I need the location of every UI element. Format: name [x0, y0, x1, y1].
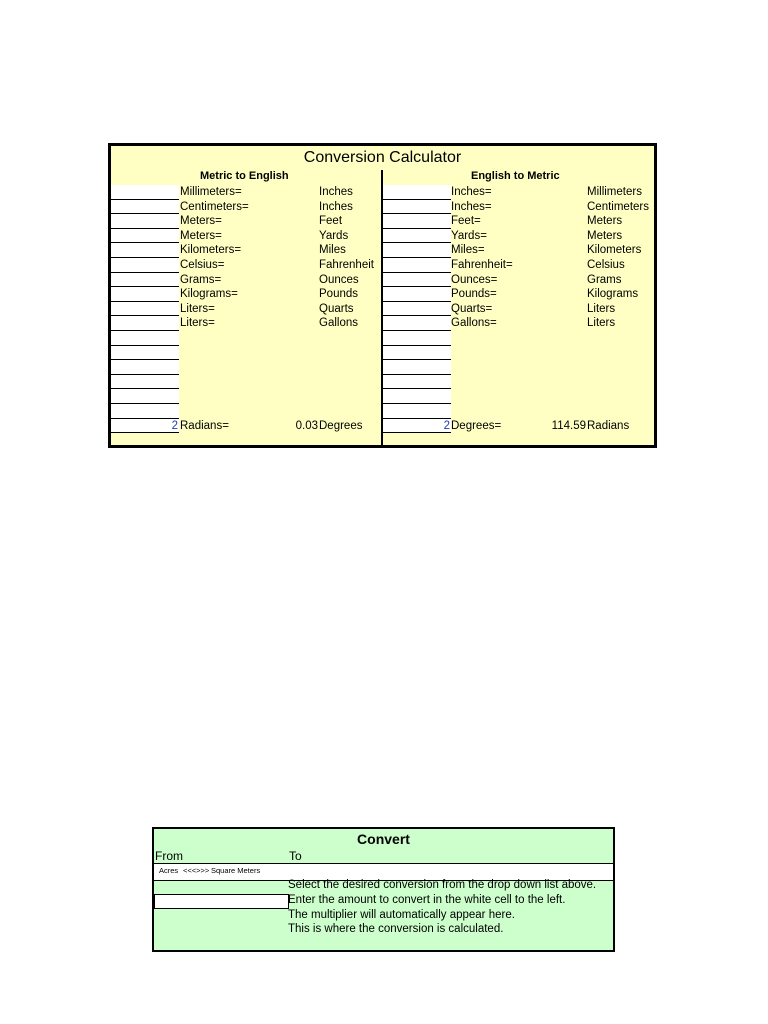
input-cell[interactable] [383, 331, 451, 346]
to-unit-label: Meters [587, 229, 623, 242]
input-cell[interactable] [111, 287, 179, 302]
input-cell[interactable] [111, 302, 179, 317]
input-cell[interactable] [383, 185, 451, 200]
convert-panel [152, 827, 615, 952]
input-cell[interactable] [111, 258, 179, 273]
input-cell[interactable] [111, 375, 179, 390]
from-label: From [155, 849, 183, 863]
to-unit-label: Celsius [587, 259, 625, 271]
from-unit-label: Gallons= [451, 317, 497, 330]
input-cell[interactable] [383, 214, 451, 229]
input-cell[interactable] [383, 273, 451, 288]
to-unit-label: Yards [319, 229, 349, 242]
to-unit-label: Feet [319, 215, 343, 228]
angle-to-label: Degrees [319, 419, 363, 432]
angle-result-value: 0.03 [295, 419, 318, 432]
calculator-title: Conversion Calculator [303, 149, 462, 166]
to-unit-label: Kilometers [587, 244, 642, 257]
from-unit-label: Quarts= [451, 302, 493, 315]
to-unit-label: Fahrenheit [319, 259, 374, 271]
from-unit-label: Liters= [180, 317, 215, 330]
to-unit-label: Kilograms [587, 288, 639, 301]
input-cell[interactable] [111, 316, 179, 331]
to-unit-label: Ounces [319, 273, 359, 286]
input-cell[interactable] [111, 214, 179, 229]
instruction-multiplier: The multiplier will automatically appear here. [288, 909, 515, 921]
input-cell[interactable] [383, 258, 451, 273]
input-cell[interactable] [383, 360, 451, 375]
from-unit-label: Inches= [451, 186, 492, 198]
from-unit-label: Kilometers= [180, 244, 242, 257]
input-cell[interactable] [111, 185, 179, 200]
input-cell[interactable] [111, 200, 179, 215]
input-cell[interactable] [383, 302, 451, 317]
input-cell[interactable] [111, 331, 179, 346]
to-label: To [289, 849, 302, 863]
angle-from-label: Degrees= [451, 419, 502, 432]
select-from-unit: Acres [159, 866, 179, 875]
to-unit-label: Liters [587, 302, 616, 315]
from-unit-label: Celsius= [180, 259, 225, 271]
to-unit-label: Miles [319, 244, 346, 257]
input-cell[interactable] [111, 389, 179, 404]
english-to-metric-heading: English to Metric [471, 170, 560, 182]
input-cell[interactable] [383, 316, 451, 331]
input-cell[interactable] [383, 389, 451, 404]
input-cell[interactable] [111, 360, 179, 375]
from-unit-label: Centimeters= [180, 200, 249, 213]
to-unit-label: Pounds [319, 288, 359, 301]
input-cell[interactable] [383, 404, 451, 419]
instruction-result: This is where the conversion is calculated. [288, 923, 504, 935]
to-unit-label: Millimeters [587, 186, 642, 198]
to-unit-label: Inches [319, 186, 353, 198]
to-unit-label: Centimeters [587, 200, 649, 213]
amount-input[interactable] [154, 894, 289, 909]
input-cell[interactable] [383, 287, 451, 302]
angle-input-value[interactable]: 2 [443, 419, 450, 432]
from-unit-label: Meters= [180, 229, 222, 242]
from-unit-label: Meters= [180, 215, 222, 228]
input-cell[interactable] [383, 229, 451, 244]
input-cell[interactable] [111, 346, 179, 361]
angle-to-label: Radians [587, 419, 630, 432]
angle-result-value: 114.59 [551, 419, 586, 432]
to-unit-label: Meters [587, 215, 623, 228]
to-unit-label: Quarts [319, 302, 354, 315]
from-unit-label: Miles= [451, 244, 485, 257]
from-unit-label: Millimeters= [180, 186, 242, 198]
input-cell[interactable] [111, 229, 179, 244]
from-unit-label: Fahrenheit= [451, 259, 513, 271]
from-unit-label: Feet= [451, 215, 481, 228]
instruction-select: Select the desired conversion from the drop down list above. [288, 879, 597, 891]
input-cell[interactable] [383, 200, 451, 215]
instruction-enter: Enter the amount to convert in the white cell to the left. [288, 894, 566, 906]
input-cell[interactable] [383, 346, 451, 361]
select-to-unit: Square Meters [211, 866, 261, 875]
input-cell[interactable] [111, 273, 179, 288]
convert-title: Convert [357, 831, 410, 847]
from-unit-label: Pounds= [451, 288, 497, 301]
from-unit-label: Yards= [451, 229, 487, 242]
metric-to-english-heading: Metric to English [200, 170, 289, 182]
from-unit-label: Ounces= [451, 273, 498, 286]
conversion-calculator [108, 143, 657, 448]
input-cell[interactable] [383, 375, 451, 390]
to-unit-label: Grams [587, 273, 622, 286]
select-arrow: <<<>>> [183, 866, 210, 875]
input-cell[interactable] [383, 243, 451, 258]
to-unit-label: Inches [319, 200, 353, 213]
to-unit-label: Liters [587, 317, 616, 330]
input-cell[interactable] [111, 404, 179, 419]
from-unit-label: Inches= [451, 200, 492, 213]
from-unit-label: Kilograms= [180, 288, 238, 301]
from-unit-label: Liters= [180, 302, 215, 315]
angle-input-value[interactable]: 2 [171, 419, 178, 432]
from-unit-label: Grams= [180, 273, 222, 286]
input-cell[interactable] [111, 243, 179, 258]
to-unit-label: Gallons [319, 317, 358, 330]
angle-from-label: Radians= [180, 419, 229, 432]
